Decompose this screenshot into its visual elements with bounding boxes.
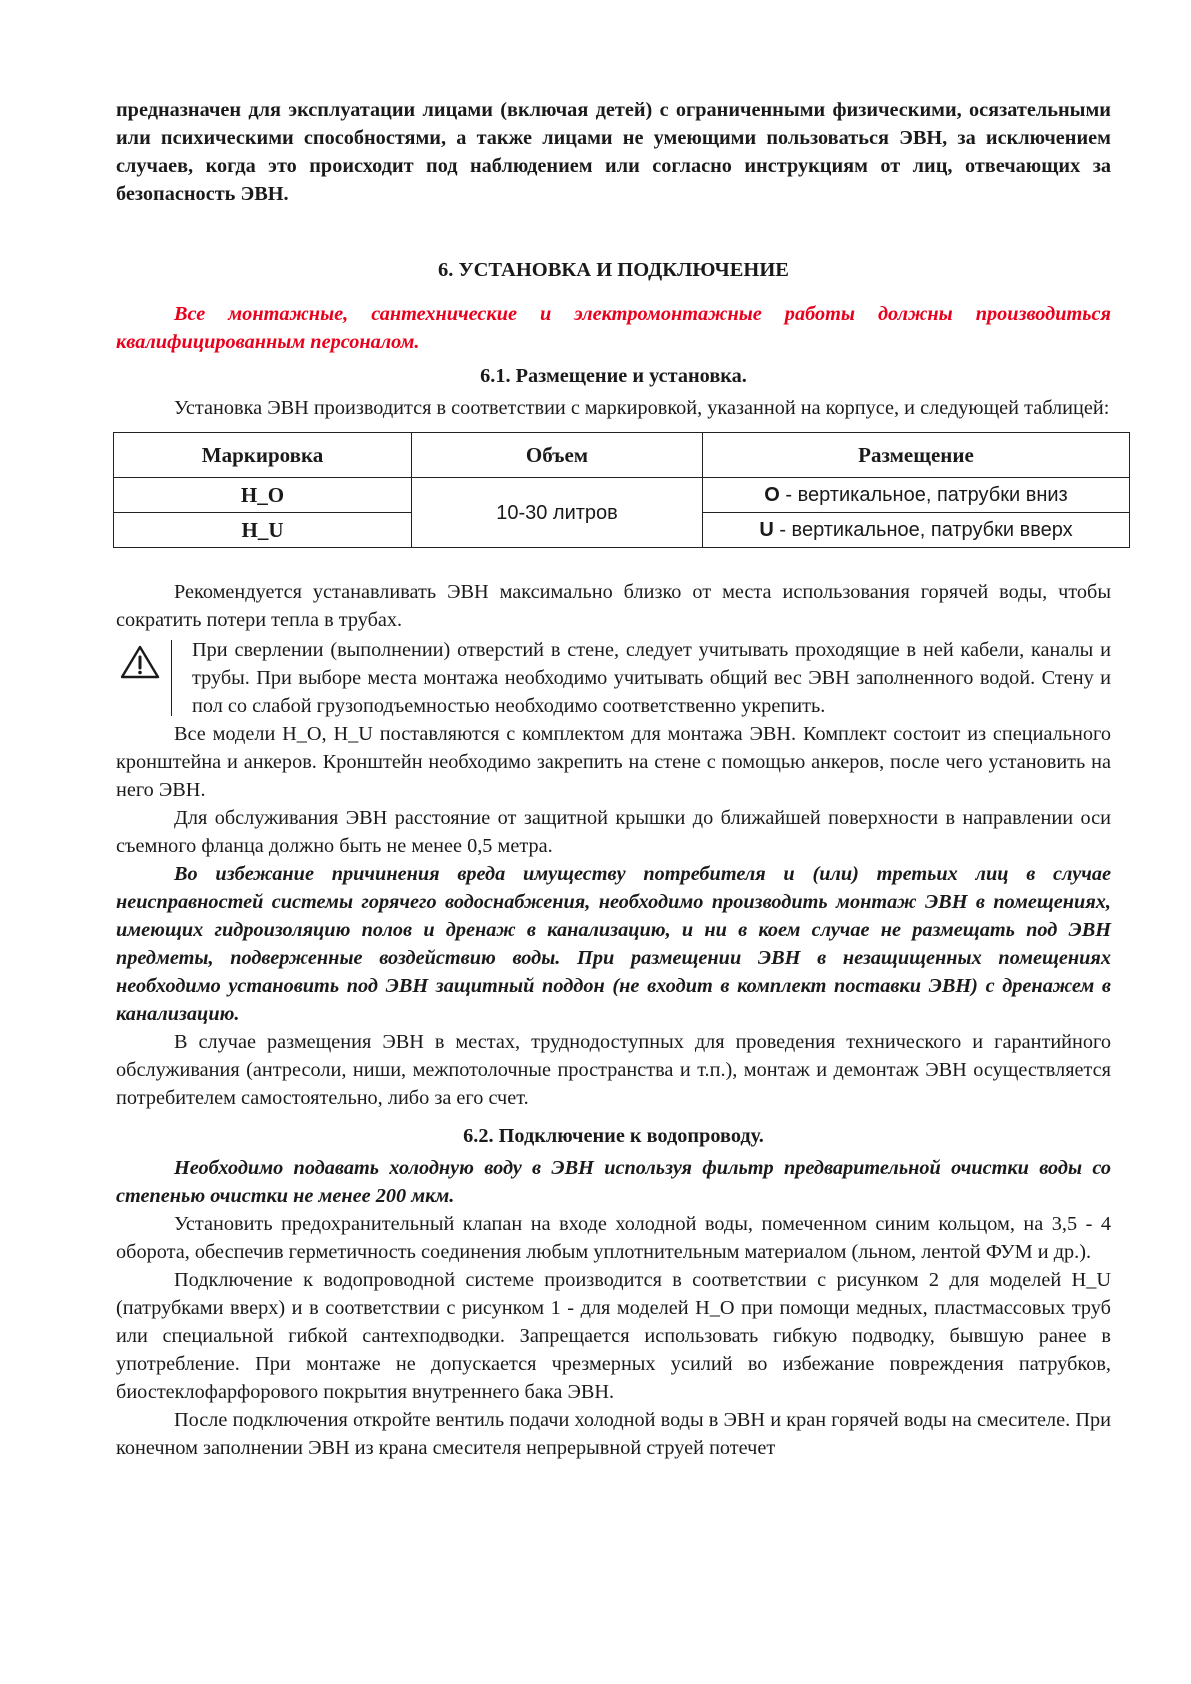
service-distance-paragraph: Для обслуживания ЭВН расстояние от защитной крышки до ближайшей поверхности в направлении оси съемного фланца должно быть не менее 0,5 метра. <box>116 807 1111 857</box>
marking-code: H_O <box>114 478 412 513</box>
installation-lead: Установка ЭВН производится в соответствии с маркировкой, указанной на корпусе, и следующей таблицей: <box>174 397 1110 419</box>
models-paragraph: Все модели H_O, H_U поставляются с комплектом для монтажа ЭВН. Комплект состоит из специального кронштейна и анкеров. Кронштейн необходимо закрепить на стене с помощью анкеров, после чего установить на него ЭВН. <box>116 723 1111 801</box>
filter-paragraph: Необходимо подавать холодную воду в ЭВН используя фильтр предварительной очистки воды со степенью очистки не менее 200 мкм. <box>116 1157 1111 1207</box>
caution-block <box>116 636 1111 720</box>
subsection-6-2-title: 6.2. Подключение к водопроводу. <box>463 1125 764 1147</box>
caution-paragraph: При сверлении (выполнении) отверстий в стене, следует учитывать проходящие в ней кабели, каналы и трубы. При выборе места монтажа необходимо учитывать общий вес ЭВН заполненного водой. Стену и пол со слабой грузоподъемностью необходимо соответственно укрепить. <box>192 639 1111 717</box>
safety-valve-paragraph: Установить предохранительный клапан на входе холодной воды, помеченном синим кольцом, на 3,5 - 4 оборота, обеспечив герметичность соединения любым уплотнительным материалом (льном, лентой ФУМ и др.). <box>116 1213 1111 1263</box>
hard-access-paragraph: В случае размещения ЭВН в местах, труднодоступных для проведения технического и гарантийного обслуживания (антресоли, ниши, межпотолочные пространства и т.п.), монтаж и демонтаж ЭВН осуществляется потребителем самостоятельно, либо за его счет. <box>116 1031 1111 1109</box>
marking-code: H_U <box>114 513 412 548</box>
warning-triangle-icon <box>120 644 160 680</box>
placement-cell <box>703 478 1130 513</box>
table-header-row <box>114 433 1130 478</box>
marking-table <box>113 432 1130 548</box>
connection-paragraph: Подключение к водопроводной системе производится в соответствии с рисунком 2 для моделей H_U (патрубками вверх) и в соответствии с рисунком 1 - для моделей H_O при помощи медных, пластмассовых труб или специальной гибкой сантехподводки. Запрещается использовать гибкую подводку, бывшую ранее в употребление. При монтаже не допускается чрезмерных усилий во избежание повреждения патрубков, биостеклофарфорового покрытия внутреннего бака ЭВН. <box>116 1269 1111 1403</box>
qualified-staff-warning: Все монтажные, сантехнические и электромонтажные работы должны производиться квалифицированным персоналом. <box>116 303 1111 353</box>
recommendation-paragraph: Рекомендуется устанавливать ЭВН максимально близко от места использования горячей воды, чтобы сократить потери тепла в трубах. <box>116 581 1111 631</box>
placement-letter: U <box>759 519 774 541</box>
placement-text: - вертикальное, патрубки вниз <box>779 484 1068 506</box>
placement-cell <box>703 513 1130 548</box>
placement-letter: O <box>764 484 780 506</box>
damage-prevention-paragraph: Во избежание причинения вреда имуществу потребителя и (или) третьих лиц в случае неисправностей системы горячего водоснабжения, необходимо производить монтаж ЭВН в помещениях, имеющих гидроизоляцию полов и дренаж в канализацию, и ни в коем случае не размещать под ЭВН предметы, подверженные воздействию воды. При размещении ЭВН в незащищенных помещениях необходимо установить под ЭВН защитный поддон (не входит в комплект поставки ЭВН) с дренажем в канализацию. <box>116 863 1111 1025</box>
volume-cell: 10-30 литров <box>412 478 703 548</box>
caution-divider <box>171 640 172 716</box>
placement-text: - вертикальное, патрубки вверх <box>773 519 1073 541</box>
section-title: 6. УСТАНОВКА И ПОДКЛЮЧЕНИЕ <box>438 259 789 281</box>
document-page <box>116 96 1111 1462</box>
after-connection-paragraph: После подключения откройте вентиль подачи холодной воды в ЭВН и кран горячей воды на смесителе. При конечном заполнении ЭВН из крана смесителя непрерывной струей потечет <box>116 1409 1111 1459</box>
intro-paragraph: предназначен для эксплуатации лицами (включая детей) с ограниченными физическими, осязательными или психическими способностями, а также лицами не умеющими пользоваться ЭВН, за исключением случаев, когда это происходит под наблюдением или согласно инструкциям от лиц, отвечающих за безопасность ЭВН. <box>116 99 1111 205</box>
header-marking: Маркировка <box>114 433 412 478</box>
header-placement: Размещение <box>703 433 1130 478</box>
header-volume: Объем <box>412 433 703 478</box>
subsection-6-1-title: 6.1. Размещение и установка. <box>480 365 747 387</box>
table-row <box>114 478 1130 513</box>
